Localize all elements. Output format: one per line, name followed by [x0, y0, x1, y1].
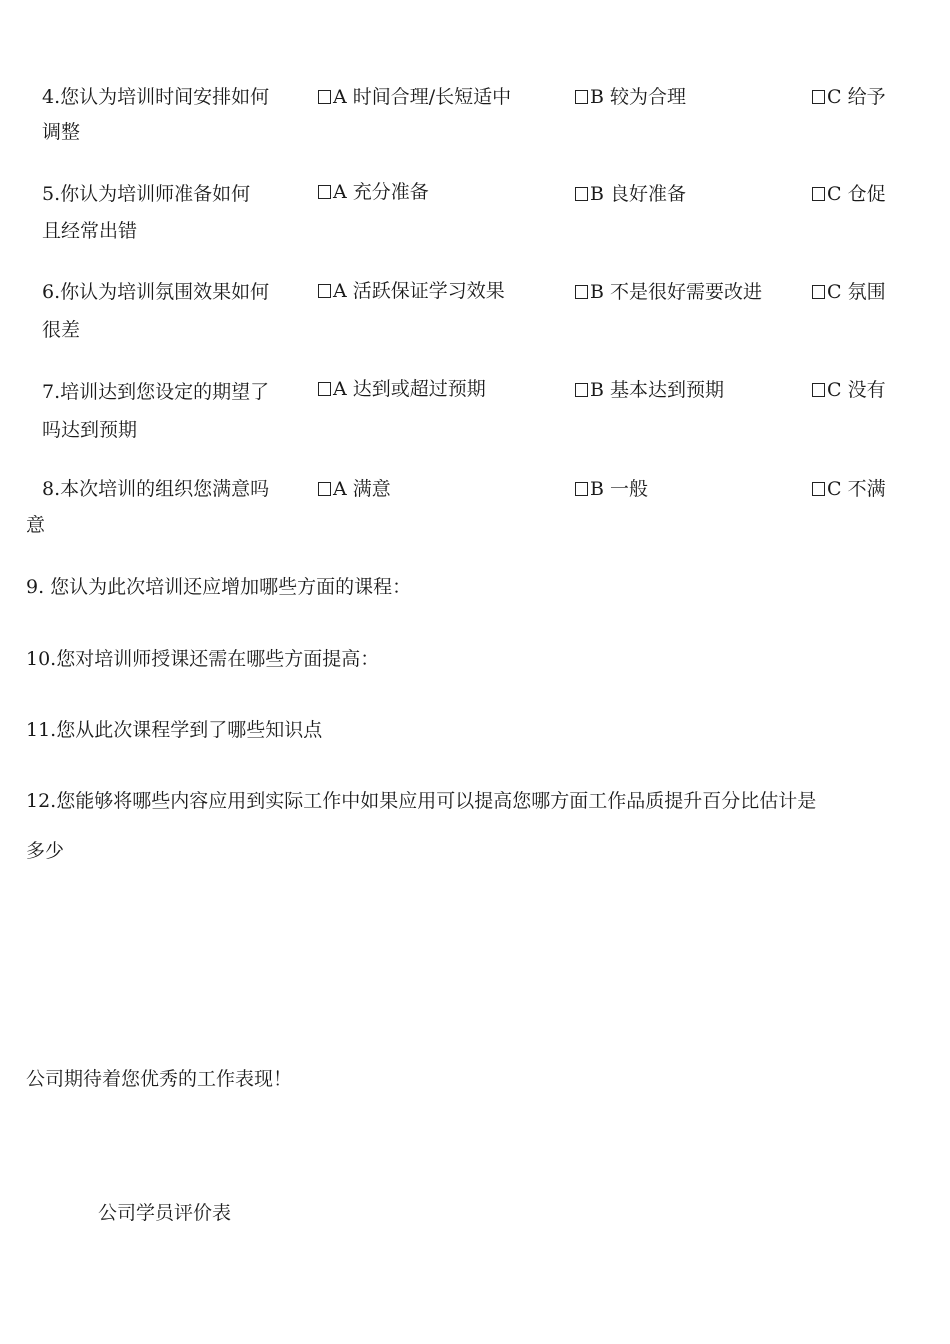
question-7-text-cont: 吗达到预期 [42, 419, 138, 441]
question-6-option-b[interactable]: B 不是很好需要改进 [575, 283, 762, 302]
question-9: 9. 您认为此次培训还应增加哪些方面的课程： [26, 576, 412, 598]
checkbox-icon[interactable] [812, 285, 825, 299]
checkbox-icon[interactable] [318, 90, 331, 104]
question-8-text: 8.本次培训的组织您满意吗 [42, 478, 270, 500]
question-10: 10.您对培训师授课还需在哪些方面提高： [26, 648, 380, 670]
checkbox-icon[interactable] [575, 90, 588, 104]
closing-message: 公司期待着您优秀的工作表现！ [26, 1068, 293, 1090]
question-5-option-c[interactable]: C 仓促 [812, 185, 886, 204]
checkbox-icon[interactable] [575, 383, 588, 397]
question-11: 11.您从此次课程学到了哪些知识点 [26, 719, 323, 741]
checkbox-icon[interactable] [575, 187, 588, 201]
checkbox-icon[interactable] [318, 284, 331, 298]
question-6-option-a[interactable]: A 活跃保证学习效果 [318, 282, 505, 301]
question-12-cont: 多少 [26, 840, 65, 862]
checkbox-icon[interactable] [575, 482, 588, 496]
checkbox-icon[interactable] [812, 383, 825, 397]
checkbox-icon[interactable] [318, 185, 331, 199]
form-title: 公司学员评价表 [98, 1202, 232, 1224]
question-4-option-c[interactable]: C 给予 [812, 88, 886, 107]
question-5-text-cont: 且经常出错 [42, 220, 138, 242]
checkbox-icon[interactable] [318, 482, 331, 496]
question-4-option-a[interactable]: A 时间合理/长短适中 [318, 88, 511, 107]
question-4-text-cont: 调整 [42, 121, 81, 143]
question-5-text: 5.你认为培训师准备如何 [42, 183, 251, 205]
question-8-option-b[interactable]: B 一般 [575, 480, 648, 499]
checkbox-icon[interactable] [812, 90, 825, 104]
question-12: 12.您能够将哪些内容应用到实际工作中如果应用可以提高您哪方面工作品质提升百分比估计是 [26, 790, 817, 812]
question-4-option-b[interactable]: B 较为合理 [575, 88, 686, 107]
checkbox-icon[interactable] [318, 382, 331, 396]
question-6-text: 6.你认为培训氛围效果如何 [42, 281, 270, 303]
question-7-option-c[interactable]: C 没有 [812, 381, 886, 400]
question-6-text-cont: 很差 [42, 319, 81, 341]
question-6-option-c[interactable]: C 氛围 [812, 283, 886, 302]
question-8-option-c[interactable]: C 不满 [812, 480, 886, 499]
question-8-text-cont: 意 [26, 514, 46, 536]
question-7-option-b[interactable]: B 基本达到预期 [575, 381, 724, 400]
question-4-text: 4.您认为培训时间安排如何 [42, 86, 270, 108]
question-8-option-a[interactable]: A 满意 [318, 480, 391, 499]
checkbox-icon[interactable] [575, 285, 588, 299]
checkbox-icon[interactable] [812, 187, 825, 201]
question-5-option-a[interactable]: A 充分准备 [318, 183, 429, 202]
question-7-text: 7.培训达到您设定的期望了 [42, 381, 270, 403]
question-5-option-b[interactable]: B 良好准备 [575, 185, 686, 204]
question-7-option-a[interactable]: A 达到或超过预期 [318, 380, 486, 399]
checkbox-icon[interactable] [812, 482, 825, 496]
